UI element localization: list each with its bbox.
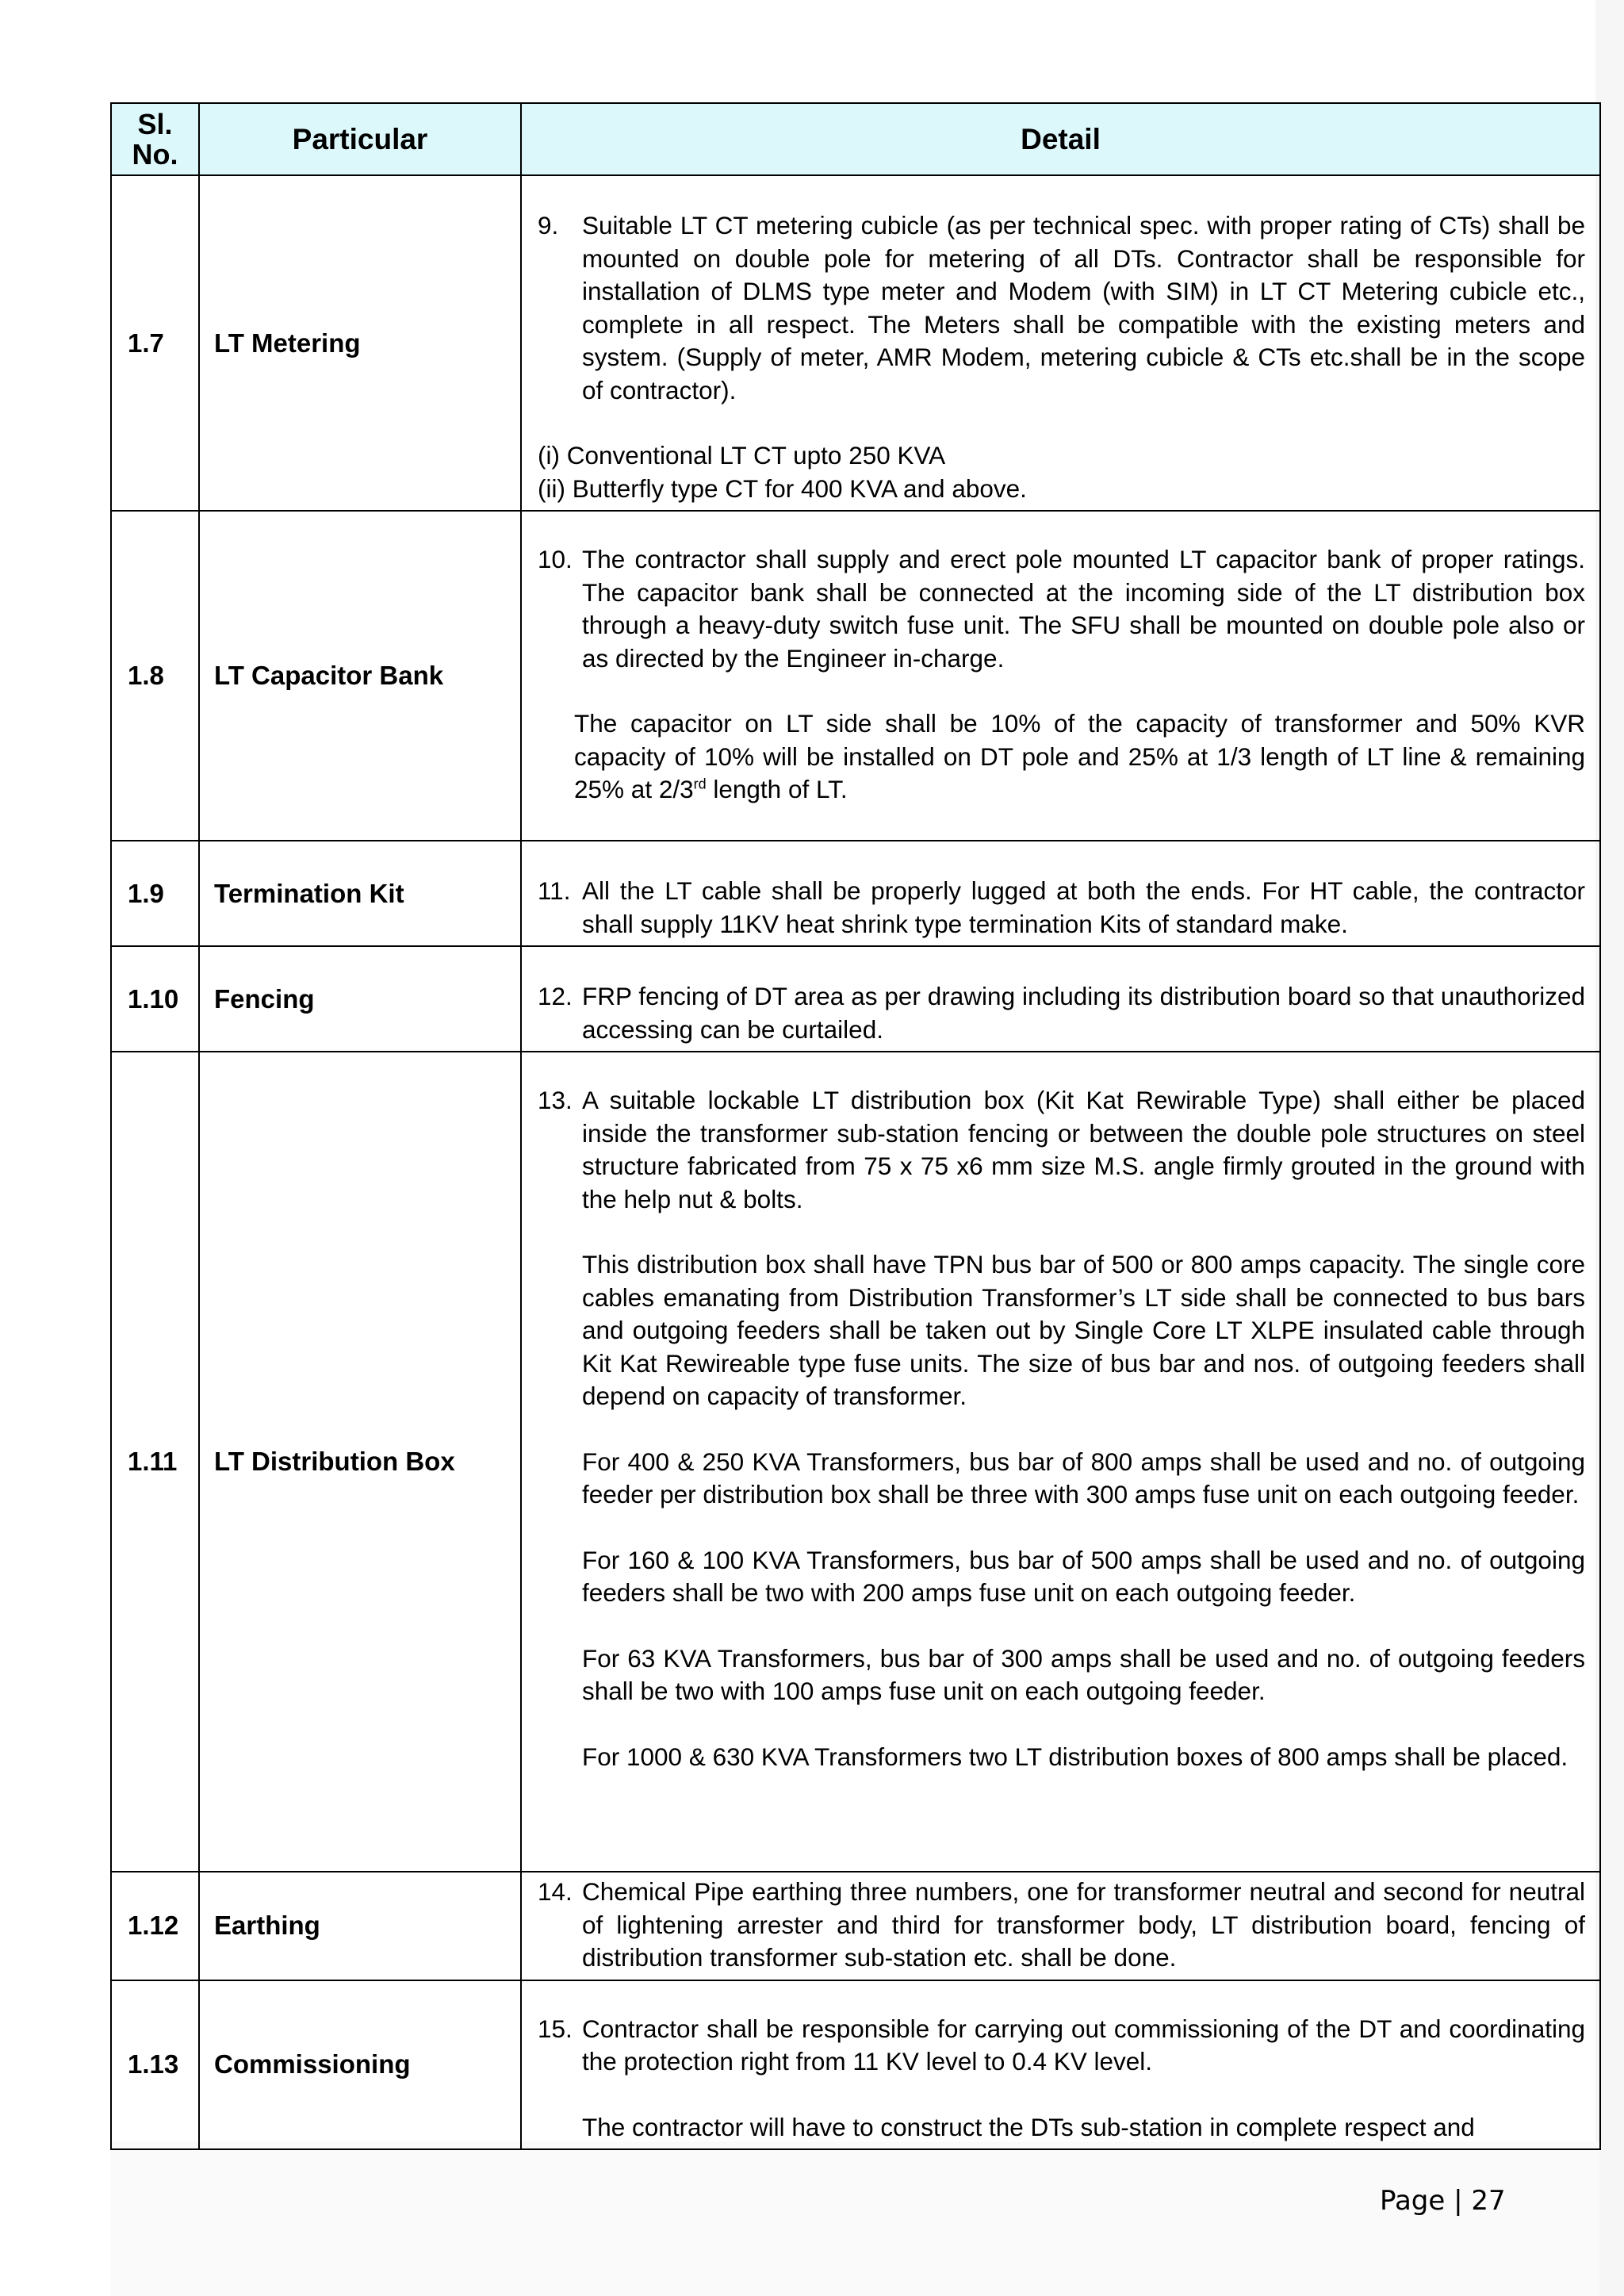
detail-item [538, 1084, 1585, 1216]
item-text: A suitable lockable LT distribution box (Kit Kat Rewirable Type) shall either be placed inside the transformer sub-station fencing or between the double pole structures on steel structure fabricated from 75 x 75 x6 mm size M.S. angle firmly grouted in the ground with the help nut & bolts. [582, 1086, 1585, 1213]
row-sl-no: 1.13 [111, 1980, 199, 2150]
detail-item [538, 2013, 1585, 2079]
row-detail [521, 946, 1600, 1052]
row-sl-no: 1.8 [111, 511, 199, 841]
row-sl-no: 1.12 [111, 1872, 199, 1980]
item-number: 11. [538, 876, 571, 905]
row-particular: Fencing [199, 946, 521, 1052]
item-text: Chemical Pipe earthing three numbers, one for transformer neutral and second for neutral of lightening arrester and third for transformer body, LT distribution board, fencing of distribution transformer sub-station etc. shall be done. [582, 1877, 1585, 1972]
row-sl-no: 1.11 [111, 1052, 199, 1872]
detail-paragraph: This distribution box shall have TPN bus bar of 500 or 800 amps capacity. The single core cables emanating from Distribution Transformer’s LT side shall be connected to bus bars and outgoing feeders shall be taken out by Single Core LT XLPE insulated cable through Kit Kat Rewireable type fuse units. The size of bus bar and nos. of outgoing feeders shall depend on capacity of transformer. [582, 1250, 1585, 1410]
table-row [111, 1052, 1600, 1872]
item-number: 12. [538, 982, 573, 1010]
item-number: 9. [538, 211, 559, 240]
item-text: FRP fencing of DT area as per drawing including its distribution board so that unauthorized accessing can be curtailed. [582, 982, 1585, 1044]
row-detail [521, 841, 1600, 946]
item-number: 10. [538, 545, 573, 573]
table-row [111, 841, 1600, 946]
row-particular: Commissioning [199, 1980, 521, 2150]
detail-paragraph: For 160 & 100 KVA Transformers, bus bar of 500 amps shall be used and no. of outgoing feeders shall be two with 200 amps fuse unit on each outgoing feeder. [582, 1545, 1585, 1607]
detail-paragraph: For 1000 & 630 KVA Transformers two LT distribution boxes of 800 amps shall be placed. [582, 1742, 1568, 1771]
header-particular: Particular [199, 103, 521, 175]
table-row [111, 1872, 1600, 1980]
row-sl-no: 1.9 [111, 841, 199, 946]
detail-paragraph: For 63 KVA Transformers, bus bar of 300 amps shall be used and no. of outgoing feeders shall be two with 100 amps fuse unit on each outgoing feeder. [582, 1643, 1585, 1705]
row-sl-no: 1.7 [111, 175, 199, 511]
row-detail [521, 1052, 1600, 1872]
row-particular: LT Capacitor Bank [199, 511, 521, 841]
table-row [111, 511, 1600, 841]
page-number: Page | 27 [1380, 2185, 1506, 2217]
table-row [111, 175, 1600, 511]
detail-item [538, 209, 1585, 407]
row-sl-no: 1.10 [111, 946, 199, 1052]
detail-paragraph: For 400 & 250 KVA Transformers, bus bar of 800 amps shall be used and no. of outgoing feeder per distribution box shall be three with 300 amps fuse unit on each outgoing feeder. [582, 1447, 1585, 1508]
row-particular: Termination Kit [199, 841, 521, 946]
detail-item [538, 980, 1585, 1046]
row-detail [521, 175, 1600, 511]
row-detail [521, 511, 1600, 841]
row-particular: Earthing [199, 1872, 521, 1980]
superscript: rd [693, 776, 707, 792]
detail-paragraph [538, 707, 1585, 807]
item-text: The contractor shall supply and erect pole mounted LT capacitor bank of proper ratings. The capacitor bank shall be connected at the incoming side of the LT distribution box through a heavy-duty switch fuse unit. The SFU shall be mounted on double pole also or as directed by the Engineer in-charge. [582, 545, 1585, 673]
table-row [111, 946, 1600, 1052]
detail-item [538, 875, 1585, 941]
table-header-row [111, 103, 1600, 175]
item-number: 13. [538, 1086, 573, 1114]
header-detail: Detail [521, 103, 1600, 175]
detail-paragraph: The contractor will have to construct the DTs sub-station in complete respect and [582, 2112, 1475, 2141]
row-detail [521, 1980, 1600, 2150]
table-row [111, 1980, 1600, 2150]
item-text: Suitable LT CT metering cubicle (as per technical spec. with proper rating of CTs) shall be mounted on double pole for metering of all DTs. Contractor shall be responsible for installation of DLMS type meter and Modem (with SIM) in LT CT Metering cubicle etc., complete in all respect. The Meters shall be compatible with the existing meters and system. (Supply of meter, AMR Modem, metering cubicle & CTs etc.shall be in the scope of contractor). [582, 211, 1585, 404]
item-text: Contractor shall be responsible for carrying out commissioning of the DT and coordinating the protection right from 11 KV level to 0.4 KV level. [582, 2014, 1585, 2076]
paragraph-text: The capacitor on LT side shall be 10% of the capacity of transformer and 50% KVR capacity of 10% will be installed on DT pole and 25% at 1/3 length of LT line & remaining 25% at 2/3 [574, 709, 1585, 803]
header-sl-no: Sl. No. [111, 103, 199, 175]
detail-sub-item: (ii) Butterfly type CT for 400 KVA and above. [538, 473, 1027, 503]
specification-table [110, 102, 1601, 2150]
detail-sub-item: (i) Conventional LT CT upto 250 KVA [538, 441, 946, 470]
item-number: 14. [538, 1877, 573, 1906]
row-detail [521, 1872, 1600, 1980]
detail-item [538, 543, 1585, 675]
page-bottom-shade [110, 2141, 1599, 2296]
paragraph-text-tail: length of LT. [706, 775, 848, 803]
row-particular: LT Distribution Box [199, 1052, 521, 1872]
row-particular: LT Metering [199, 175, 521, 511]
detail-item [538, 1876, 1585, 1975]
item-number: 15. [538, 2014, 573, 2043]
item-text: All the LT cable shall be properly lugged at both the ends. For HT cable, the contractor shall supply 11KV heat shrink type termination Kits of standard make. [582, 876, 1585, 938]
